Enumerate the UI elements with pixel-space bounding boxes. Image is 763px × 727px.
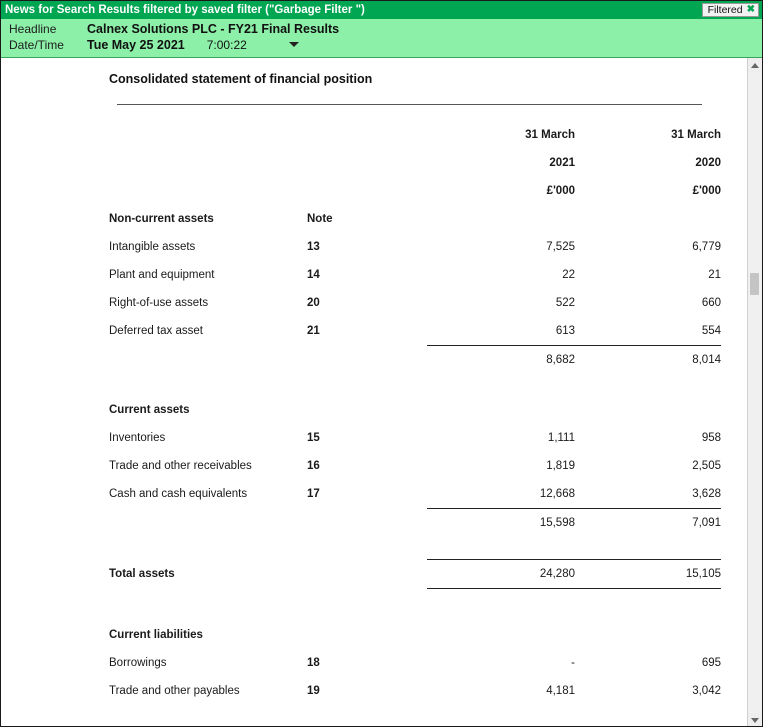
row-spacer — [109, 589, 721, 600]
row-label: Borrowings — [109, 657, 167, 669]
window-title: News for Search Results filtered by saved filter ("Garbage Filter ") — [5, 4, 365, 16]
section-heading: Current liabilities — [109, 629, 203, 641]
headline-label: Headline — [9, 22, 57, 36]
row-value-2020: 21 — [708, 269, 721, 281]
section-heading-row — [109, 396, 721, 424]
row-note: 16 — [307, 460, 320, 472]
spacer-cell — [307, 149, 427, 177]
row-label: Intangible assets — [109, 241, 196, 253]
row-note: 15 — [307, 432, 320, 444]
spacer-cell — [307, 509, 427, 538]
header-y2-units: £'000 — [692, 185, 721, 197]
section-heading-row — [109, 205, 721, 233]
row-note: 18 — [307, 657, 320, 669]
spacer-cell — [575, 205, 721, 233]
header-y2-date: 31 March — [671, 129, 721, 141]
spacer-cell — [307, 560, 427, 589]
window-title-bar — [1, 1, 762, 19]
section-total-row — [109, 509, 721, 538]
row-value-2020: 695 — [701, 657, 721, 669]
section-heading: Non-current assets — [109, 213, 214, 225]
row-spacer — [109, 374, 721, 396]
spacer-cell — [427, 205, 575, 233]
row-value-2020: 2,505 — [692, 460, 721, 472]
total-value-2020: 7,091 — [575, 509, 721, 538]
close-icon[interactable]: ✖ — [746, 4, 755, 15]
header-note-blank — [307, 121, 427, 149]
chevron-down-icon[interactable] — [289, 42, 299, 47]
row-value-2020: 958 — [701, 432, 721, 444]
row-value-2021: - — [571, 657, 575, 669]
spacer-cell — [575, 621, 721, 649]
spacer-cell — [427, 621, 575, 649]
scrollbar-thumb[interactable] — [750, 273, 759, 295]
row-label: Inventories — [109, 432, 166, 444]
headline-row — [1, 21, 762, 37]
total-assets-2020: 15,105 — [575, 560, 721, 589]
row-note: 14 — [307, 269, 320, 281]
row-value-2021: 613 — [555, 325, 575, 337]
row-label: Trade and other payables — [109, 685, 240, 697]
spacer-cell — [307, 621, 427, 649]
datetime-row — [1, 37, 762, 53]
title-divider — [117, 104, 702, 105]
row-label: Deferred tax asset — [109, 325, 203, 338]
row-value-2020: 660 — [701, 297, 721, 309]
scroll-down-button[interactable] — [748, 713, 762, 727]
table-row — [109, 424, 721, 452]
total-value-2021: 8,682 — [427, 346, 575, 375]
total-assets-label: Total assets — [109, 568, 175, 580]
header-y1-year: 2021 — [549, 157, 575, 169]
note-column-header: Note — [307, 213, 333, 225]
section-heading: Current assets — [109, 404, 190, 416]
row-label: Cash and cash equivalents — [109, 488, 248, 501]
header-blank — [109, 121, 307, 149]
section-total-row — [109, 346, 721, 375]
financial-table — [109, 121, 721, 705]
spacer-cell — [109, 346, 307, 375]
total-assets-2021: 24,280 — [427, 560, 575, 589]
row-spacer — [109, 599, 721, 621]
chevron-down-icon — [751, 718, 759, 723]
row-value-2020: 3,628 — [692, 488, 721, 500]
vertical-scrollbar[interactable] — [747, 58, 762, 727]
row-note: 20 — [307, 297, 320, 309]
table-header-row-year — [109, 149, 721, 177]
table-row — [109, 649, 721, 677]
table-row — [109, 452, 721, 480]
statement-title: Consolidated statement of financial position — [109, 72, 373, 86]
section-heading-row — [109, 621, 721, 649]
spacer-cell — [109, 177, 307, 205]
time-value: 7:00:22 — [206, 38, 247, 52]
spacer-cell — [307, 177, 427, 205]
row-value-2021: 4,181 — [546, 685, 575, 697]
filtered-badge-label: Filtered — [707, 3, 743, 16]
row-value-2020: 6,779 — [692, 241, 721, 253]
row-note: 21 — [307, 325, 320, 338]
spacer-cell — [307, 346, 427, 375]
date-value: Tue May 25 2021 — [87, 38, 185, 52]
chevron-up-icon — [751, 63, 759, 68]
table-row — [109, 677, 721, 705]
spacer-cell — [109, 149, 307, 177]
spacer-cell — [575, 396, 721, 424]
spacer-cell — [427, 396, 575, 424]
row-value-2020: 554 — [701, 325, 721, 337]
headline-value: Calnex Solutions PLC - FY21 Final Results — [87, 22, 340, 36]
row-value-2021: 22 — [562, 269, 575, 281]
row-value-2021: 522 — [555, 297, 575, 309]
row-label: Plant and equipment — [109, 269, 215, 281]
row-note: 17 — [307, 488, 320, 501]
total-value-2020: 8,014 — [575, 346, 721, 375]
row-label: Right-of-use assets — [109, 297, 209, 309]
total-value-2021: 15,598 — [427, 509, 575, 538]
row-label: Trade and other receivables — [109, 460, 252, 472]
datetime-label: Date/Time — [9, 38, 64, 52]
row-value-2021: 12,668 — [539, 488, 575, 500]
table-header-row-date — [109, 121, 721, 149]
row-value-2021: 7,525 — [546, 241, 575, 253]
row-note: 19 — [307, 685, 320, 697]
table-row — [109, 480, 721, 509]
header-y2-year: 2020 — [695, 157, 721, 169]
table-row — [109, 233, 721, 261]
document-page — [1, 58, 748, 727]
scroll-up-button[interactable] — [748, 58, 762, 72]
spacer-cell — [307, 396, 427, 424]
header-y1-units: £'000 — [546, 185, 575, 197]
table-row — [109, 289, 721, 317]
total-assets-row — [109, 560, 721, 589]
table-row — [109, 261, 721, 289]
row-spacer — [109, 537, 721, 560]
spacer-cell — [109, 509, 307, 538]
header-y1-date: 31 March — [525, 129, 575, 141]
table-row — [109, 317, 721, 346]
row-value-2021: 1,111 — [547, 432, 575, 444]
row-note: 13 — [307, 241, 320, 253]
document-area — [1, 58, 762, 727]
row-value-2020: 3,042 — [692, 685, 721, 697]
row-value-2021: 1,819 — [546, 460, 575, 472]
filtered-badge[interactable] — [702, 3, 759, 17]
article-header-panel — [1, 19, 762, 58]
table-header-row-units — [109, 177, 721, 205]
